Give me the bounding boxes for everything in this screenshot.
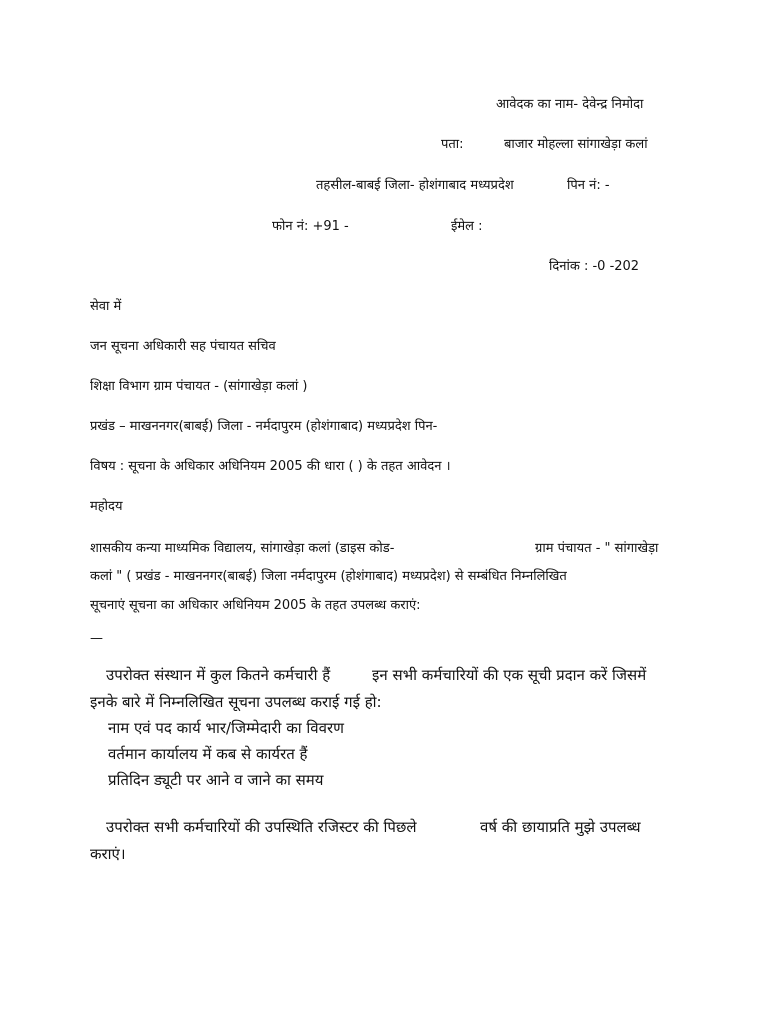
- date-line: दिनांक : -0 -202: [549, 259, 640, 274]
- applicant-name: आवेदक का नाम- देवेन्द्र निमोदा: [496, 97, 644, 112]
- tehsil-district: तहसील-बाबई जिला- होशंगाबाद मध्यप्रदेश: [316, 178, 514, 193]
- body-paragraph-line3: सूचनाएं सूचना का अधिकार अधिनियम 2005 के तहत उपलब्ध कराएं:: [90, 598, 421, 613]
- question1-item-3: प्रतिदिन ड्यूटी पर आने व जाने का समय: [108, 771, 324, 789]
- subject-line: विषय : सूचना के अधिकार अधिनियम 2005 की धारा ( ) के तहत आवेदन ।: [90, 459, 451, 474]
- department-line: शिक्षा विभाग ग्राम पंचायत - (सांगाखेड़ा कलां ): [90, 379, 308, 394]
- question2-line2: कराएं।: [90, 845, 126, 863]
- question1-item-2: वर्तमान कार्यालय में कब से कार्यरत हैं: [108, 745, 308, 763]
- address-value: बाजार मोहल्ला सांगाखेड़ा कलां: [504, 137, 648, 152]
- address-label: पता:: [441, 137, 464, 152]
- phone-number: फोन नं: +91 -: [272, 219, 349, 234]
- officer-title: जन सूचना अधिकारी सह पंचायत सचिव: [90, 339, 276, 354]
- email-label: ईमेल :: [451, 219, 483, 234]
- separator-dash: —: [90, 631, 103, 646]
- block-line: प्रखंड – माखननगर(बाबई) जिला - नर्मदापुरम (होशंगाबाद) मध्यप्रदेश पिन-: [90, 419, 438, 434]
- question1-item-1: नाम एवं पद कार्य भार/जिम्मेदारी का विवरण: [108, 719, 344, 737]
- question1-line2: इनके बारे में निम्नलिखित सूचना उपलब्ध कराई गई हो:: [90, 693, 382, 711]
- body-paragraph-line2: कलां " ( प्रखंड - माखननगर(बाबई) जिला नर्मदापुरम (होशंगाबाद) मध्यप्रदेश) से सम्बंधित निम्नलिखित: [90, 569, 567, 584]
- question2-line1b: वर्ष की छायाप्रति मुझे उपलब्ध: [480, 818, 641, 836]
- question1-line1b: इन सभी कर्मचारियों की एक सूची प्रदान करें जिसमें: [372, 666, 647, 684]
- salutation: महोदय: [90, 499, 123, 514]
- question1-line1a: उपरोक्त संस्थान में कुल कितने कर्मचारी हैं: [106, 666, 331, 684]
- seva-me: सेवा में: [90, 299, 122, 314]
- pin-number: पिन नं: -: [567, 178, 610, 193]
- question2-line1a: उपरोक्त सभी कर्मचारियों की उपस्थिति रजिस्टर की पिछले: [106, 818, 417, 836]
- body-paragraph-line1b: ग्राम पंचायत - " सांगाखेड़ा: [535, 541, 659, 556]
- body-paragraph-line1a: शासकीय कन्या माध्यमिक विद्यालय, सांगाखेड़ा कलां (डाइस कोड-: [90, 541, 395, 556]
